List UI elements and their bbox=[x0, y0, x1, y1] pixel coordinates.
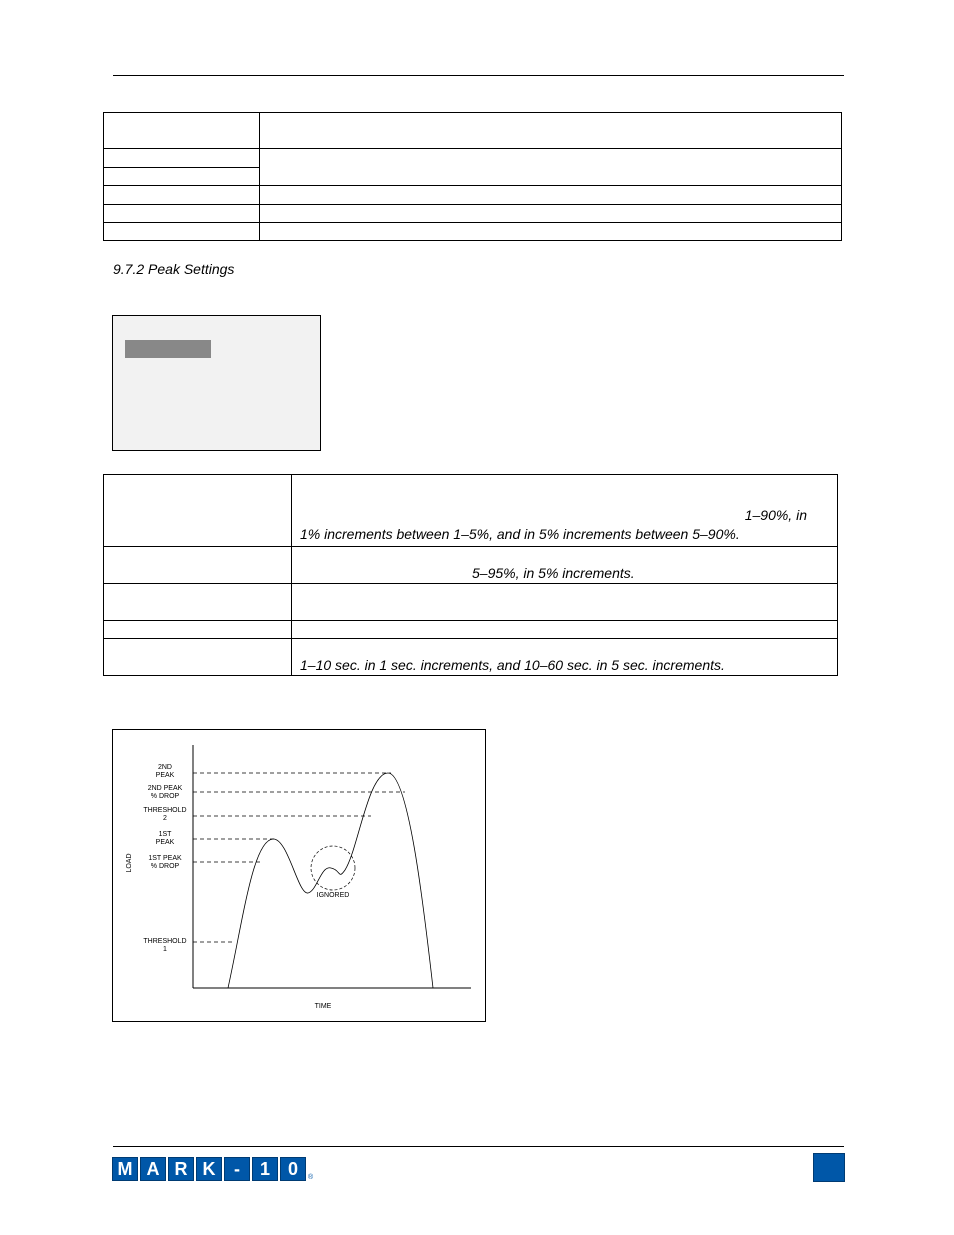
menu-highlight bbox=[125, 340, 211, 358]
table-cell bbox=[292, 621, 838, 639]
x-axis-label: TIME bbox=[314, 1003, 332, 1010]
row1-line3: 1% increments between 1–5%, and in 5% increments between 5–90%. bbox=[300, 526, 740, 542]
table-cell bbox=[104, 639, 292, 676]
logo-letter: K bbox=[196, 1157, 222, 1181]
logo-registered-mark: ® bbox=[308, 1174, 314, 1181]
peak-diagram-svg bbox=[113, 730, 485, 1021]
logo-letter: 0 bbox=[280, 1157, 306, 1181]
table-cell bbox=[104, 621, 292, 639]
table-cell bbox=[292, 639, 838, 676]
table-cell bbox=[292, 547, 838, 584]
label-1st-drop-l2: % DROP bbox=[150, 863, 180, 870]
mark-10-logo bbox=[112, 1157, 313, 1181]
row2-value: 5–95%, in 5% increments. bbox=[472, 565, 635, 581]
table-cell bbox=[104, 149, 260, 168]
label-threshold-1-l1: THRESHOLD bbox=[143, 938, 187, 945]
row5-value: 1–10 sec. in 1 sec. increments, and 10–60 sec. in 5 sec. increments. bbox=[300, 657, 725, 673]
table-cell bbox=[104, 223, 260, 241]
display-screen bbox=[112, 315, 321, 451]
table-cell bbox=[104, 186, 260, 205]
label-1st-peak-l2: PEAK bbox=[155, 839, 175, 846]
row1-line2: 1–90%, in bbox=[744, 507, 807, 523]
label-threshold-1-l2: 1 bbox=[163, 946, 167, 953]
peak-diagram bbox=[112, 729, 486, 1022]
table-cell bbox=[104, 168, 260, 186]
label-2nd-drop-l1: 2ND PEAK bbox=[147, 785, 183, 792]
table-cell bbox=[260, 223, 842, 241]
table-cell bbox=[104, 584, 292, 621]
table-cell bbox=[260, 149, 842, 186]
footer-rule bbox=[113, 1146, 844, 1147]
table-cell bbox=[260, 186, 842, 205]
table-cell bbox=[292, 475, 838, 547]
logo-letter: M bbox=[112, 1157, 138, 1181]
table-cell bbox=[104, 205, 260, 223]
label-ignored: IGNORED bbox=[316, 892, 350, 899]
settings-table-top bbox=[103, 112, 842, 241]
label-2nd-peak-l1: 2ND bbox=[157, 764, 173, 771]
logo-letter: - bbox=[224, 1157, 250, 1181]
load-curve bbox=[228, 773, 433, 988]
table-cell bbox=[292, 584, 838, 621]
logo-letter: R bbox=[168, 1157, 194, 1181]
y-axis-label: LOAD bbox=[126, 853, 133, 873]
section-title: 9.7.2 Peak Settings bbox=[113, 261, 235, 277]
peak-settings-table bbox=[103, 474, 838, 676]
label-1st-drop-l1: 1ST PEAK bbox=[148, 855, 182, 862]
table-cell bbox=[104, 547, 292, 584]
label-2nd-peak-l2: PEAK bbox=[155, 772, 175, 779]
label-2nd-drop-l2: % DROP bbox=[150, 793, 180, 800]
table-cell bbox=[260, 113, 842, 149]
logo-letter: A bbox=[140, 1157, 166, 1181]
table-cell bbox=[260, 205, 842, 223]
label-threshold-2-l2: 2 bbox=[163, 815, 167, 822]
page-number-box bbox=[813, 1153, 845, 1182]
logo-letter: 1 bbox=[252, 1157, 278, 1181]
table-cell bbox=[104, 475, 292, 547]
table-cell bbox=[104, 113, 260, 149]
ignored-circle bbox=[311, 846, 355, 890]
header-rule bbox=[113, 75, 844, 76]
label-threshold-2-l1: THRESHOLD bbox=[143, 807, 187, 814]
label-1st-peak-l1: 1ST bbox=[158, 831, 172, 838]
